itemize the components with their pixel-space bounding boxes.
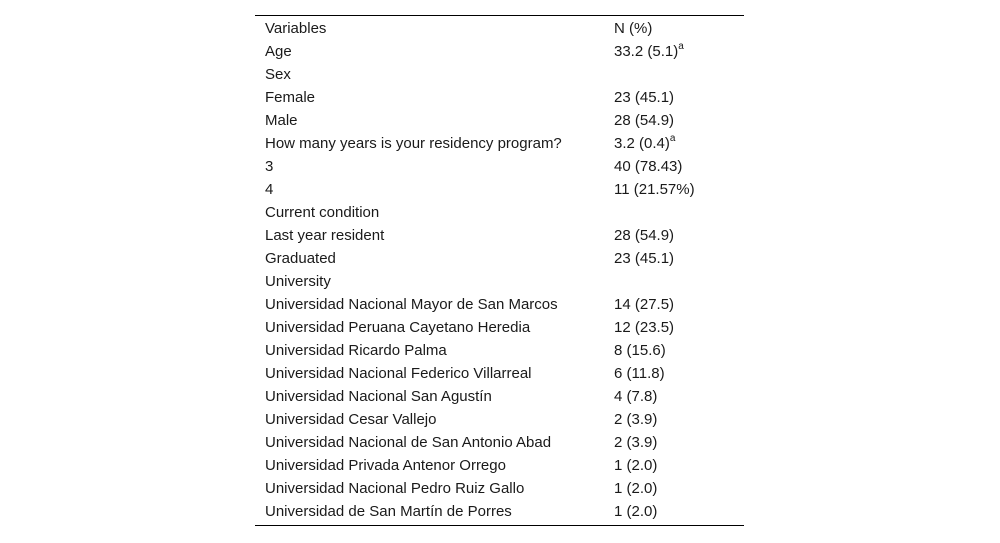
row-value-text: 2 (3.9) bbox=[614, 411, 658, 428]
row-variable: Universidad Privada Antenor Orrego bbox=[265, 457, 506, 474]
row-variable: Universidad Nacional San Agustín bbox=[265, 388, 492, 405]
row-value bbox=[614, 40, 744, 63]
table-header-row bbox=[255, 17, 744, 40]
row-value bbox=[614, 316, 744, 339]
data-table bbox=[255, 15, 744, 526]
table-body bbox=[255, 40, 744, 523]
row-variable: Male bbox=[265, 112, 298, 129]
table-row bbox=[255, 109, 744, 132]
row-value bbox=[614, 385, 744, 408]
table-row bbox=[255, 293, 744, 316]
header-n-percent: N (%) bbox=[614, 20, 653, 37]
table-row bbox=[255, 132, 744, 155]
row-value-text: 23 (45.1) bbox=[614, 89, 675, 106]
table-row bbox=[255, 500, 744, 523]
row-value-text: 23 (45.1) bbox=[614, 250, 675, 267]
row-value-text: 6 (11.8) bbox=[614, 365, 665, 382]
table-row bbox=[255, 339, 744, 362]
table-row bbox=[255, 63, 744, 86]
row-variable: Universidad Ricardo Palma bbox=[265, 342, 447, 359]
row-variable: 3 bbox=[265, 158, 274, 175]
row-value bbox=[614, 109, 744, 132]
row-value-text: 8 (15.6) bbox=[614, 342, 666, 359]
row-variable: Age bbox=[265, 43, 292, 60]
row-value bbox=[614, 293, 744, 316]
table-row bbox=[255, 224, 744, 247]
row-value bbox=[614, 408, 744, 431]
footnote-marker: a bbox=[669, 133, 676, 144]
row-value bbox=[614, 132, 744, 155]
table-row bbox=[255, 431, 744, 454]
table-row bbox=[255, 40, 744, 63]
row-value-text: 12 (23.5) bbox=[614, 319, 675, 336]
table-row bbox=[255, 86, 744, 109]
row-value-text: 28 (54.9) bbox=[614, 112, 675, 129]
row-value bbox=[614, 178, 744, 201]
row-value bbox=[614, 500, 744, 523]
row-value bbox=[614, 247, 744, 270]
row-value-text: 14 (27.5) bbox=[614, 296, 675, 313]
row-variable: How many years is your residency program? bbox=[265, 135, 562, 152]
row-value-text: 28 (54.9) bbox=[614, 227, 675, 244]
row-variable: Universidad Nacional Federico Villarreal bbox=[265, 365, 532, 382]
row-variable: Last year resident bbox=[265, 227, 385, 244]
row-value-text: 1 (2.0) bbox=[614, 503, 658, 520]
row-variable: Graduated bbox=[265, 250, 336, 267]
row-variable: Universidad Nacional de San Antonio Abad bbox=[265, 434, 552, 451]
row-value bbox=[614, 477, 744, 500]
table-row bbox=[255, 454, 744, 477]
row-value-text: 3.2 (0.4) bbox=[614, 135, 670, 152]
table-row bbox=[255, 155, 744, 178]
row-variable: Current condition bbox=[265, 204, 380, 221]
row-variable: Universidad Peruana Cayetano Heredia bbox=[265, 319, 531, 336]
table-row bbox=[255, 247, 744, 270]
row-value-text: 2 (3.9) bbox=[614, 434, 658, 451]
row-variable: Sex bbox=[265, 66, 291, 83]
row-value bbox=[614, 86, 744, 109]
row-variable: Universidad de San Martín de Porres bbox=[265, 503, 512, 520]
row-value bbox=[614, 155, 744, 178]
row-value-text: 1 (2.0) bbox=[614, 457, 658, 474]
row-variable: Universidad Cesar Vallejo bbox=[265, 411, 437, 428]
table-row bbox=[255, 201, 744, 224]
table-row bbox=[255, 477, 744, 500]
row-value bbox=[614, 224, 744, 247]
row-variable: 4 bbox=[265, 181, 274, 198]
row-value-text: 40 (78.43) bbox=[614, 158, 683, 175]
row-value-text: 1 (2.0) bbox=[614, 480, 658, 497]
footnote-marker: a bbox=[678, 41, 684, 52]
table-row bbox=[255, 362, 744, 385]
row-value-text: 11 (21.57%) bbox=[614, 181, 695, 198]
row-value bbox=[614, 362, 744, 385]
table-row bbox=[255, 270, 744, 293]
header-variables: Variables bbox=[265, 20, 327, 37]
row-variable: Universidad Nacional Pedro Ruiz Gallo bbox=[265, 480, 525, 497]
table-row bbox=[255, 408, 744, 431]
table-row bbox=[255, 316, 744, 339]
table-row bbox=[255, 385, 744, 408]
table-row bbox=[255, 178, 744, 201]
row-value-text: 4 (7.8) bbox=[614, 388, 658, 405]
row-value-text: 33.2 (5.1) bbox=[614, 43, 679, 60]
row-variable: Female bbox=[265, 89, 316, 106]
row-value bbox=[614, 431, 744, 454]
row-value bbox=[614, 454, 744, 477]
row-value bbox=[614, 339, 744, 362]
row-variable: University bbox=[265, 273, 331, 290]
row-variable: Universidad Nacional Mayor de San Marcos bbox=[265, 296, 558, 313]
